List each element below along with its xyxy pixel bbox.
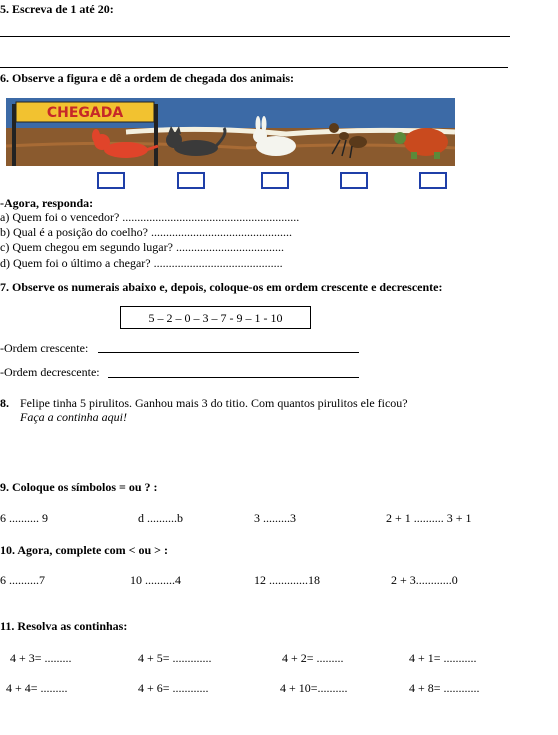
sum-item: 4 + 3= ......... [10, 651, 72, 665]
answer-box[interactable] [419, 172, 447, 189]
q10-heading: 10. Agora, complete com < ou > : [0, 543, 168, 557]
answer-box[interactable] [177, 172, 205, 189]
answer-box[interactable] [340, 172, 368, 189]
q10-item-1: 6 ..........7 [0, 573, 45, 587]
q7-heading: 7. Observe os numerais abaixo e, depois, coloque-os em ordem crescente e decrescente: [0, 280, 443, 294]
q9-item-4: 2 + 1 .......... 3 + 1 [386, 511, 472, 525]
sum-item: 4 + 5= ............. [138, 651, 212, 665]
sum-item: 4 + 8= ............ [409, 681, 480, 695]
q8-hint: Faça a continha aqui! [20, 410, 127, 424]
crescente-answer-line[interactable] [98, 352, 359, 353]
crescente-label: -Ordem crescente: [0, 341, 89, 355]
q11-heading: 11. Resolva as continhas: [0, 619, 128, 633]
q5-heading: 5. Escreva de 1 até 20: [0, 2, 114, 16]
q9-item-2: d ..........b [138, 511, 183, 525]
sum-item: 4 + 1= ........... [409, 651, 477, 665]
numbers-list: 5 – 2 – 0 – 3 – 7 - 9 – 1 - 10 [148, 311, 283, 325]
q10-item-4: 2 + 3............0 [391, 573, 458, 587]
sum-item: 4 + 6= ............ [138, 681, 209, 695]
q6-heading: 6. Observe a figura e dê a ordem de chegada dos animais: [0, 71, 294, 85]
q6-question-d: d) Quem foi o último a chegar? ........................................... [0, 256, 283, 270]
answer-line [0, 36, 510, 37]
sum-item: 4 + 10=.......... [280, 681, 348, 695]
q6-instruction: -Agora, responda: [0, 196, 94, 210]
q8-number: 8. [0, 396, 9, 410]
q10-item-3: 12 .............18 [254, 573, 320, 587]
q9-item-1: 6 .......... 9 [0, 511, 48, 525]
q9-heading: 9. Coloque os símbolos = ou ? : [0, 480, 158, 494]
decrescente-answer-line[interactable] [108, 377, 359, 378]
answer-box[interactable] [97, 172, 125, 189]
numbers-box [120, 306, 311, 329]
sum-item: 4 + 2= ......... [282, 651, 344, 665]
sum-item: 4 + 4= ......... [6, 681, 68, 695]
answer-box[interactable] [261, 172, 289, 189]
q10-item-2: 10 ..........4 [130, 573, 181, 587]
q6-question-c: c) Quem chegou em segundo lugar? .................................... [0, 240, 284, 254]
q8-text: Felipe tinha 5 pirulitos. Ganhou mais 3 do titio. Com quantos pirulitos ele ficou? [20, 396, 408, 410]
q6-question-b: b) Qual é a posição do coelho? ............................................... [0, 225, 292, 239]
race-scene [6, 98, 455, 166]
answer-line [0, 67, 508, 68]
decrescente-label: -Ordem decrescente: [0, 365, 100, 379]
chegada-sign: CHEGADA [46, 105, 124, 121]
q6-question-a: a) Quem foi o vencedor? ........................................................... [0, 210, 300, 224]
q9-item-3: 3 .........3 [254, 511, 296, 525]
race-finish-illustration [6, 98, 455, 166]
